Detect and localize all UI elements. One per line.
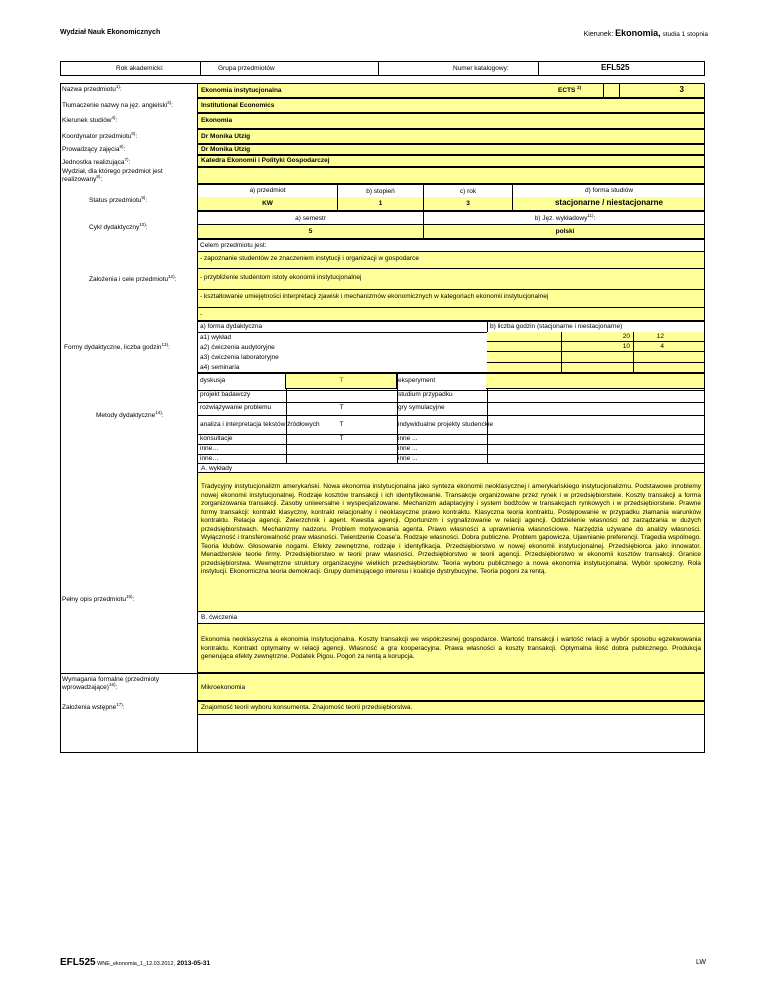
forms-hours-s: 20 [622,333,630,340]
method-item: projekt badawczy [200,391,251,398]
requirements-label: Wymagania formalne (przedmioty wprowadzające)$^{16)}$: [62,676,160,691]
method-item: gry symulacyjne [398,404,445,411]
aims-item-4: - [197,308,705,321]
method-item: inne… [200,445,219,452]
method-item: studium przypadku [398,391,453,398]
page-footer [60,957,210,968]
status-v-year: 3 [466,200,470,207]
description-a-text: Tradycyjny instytucjonalizm amerykański. Nowa ekonomia instytucjonalna jako synteza ekonomii neoklasycznej i amerykańskiego instytucjonalizmu. Podstawowe problemy nowej ekonomii instytucjonalnej. Rodzaje kosztów transakcji i ich identyfikowanie. Transakcje organizowane przez rynek i w przedsiębiorstwie. Koszty transakcji a forma zorganizowania transakcji. Zasoby uniwersalne i wyspecjalizowane. Mechanizm adaptacyjny i system bodźców w transakcjach rynkowych i w przedsiębiorstwie. Prawne formy transakcji: kontrakt klasyczny, kontrakt relacjonalny i neoklasyczne prawo kontraktu. Klasyczna teoria kontraktu. Postępowanie w przypadku złamania warunków kontraktu. Relacja agencji. Zwierzchnik i agent. Kwestia agencji. Oportunizm i sygnalizowanie w relacji agencji. Oddzielenie własności od zarządzania w dużych przedsiębiorstwach. Mechanizmy nadzoru. Problem motywowania agenta. Prawo własności a uprawnienia własnościowe. Narzędzia używane do analizy własności. Wyłączność i transferowalność praw własności. Twierdzenie Coase'a. Rodzaje własności. Dobra publiczne. Problem gapowicza. Ujawnianie preferencji. Tragedia wspólnego. Teoria klubów. Głosowanie nogami. Efekty zewnętrzne, rodzaje i identyfikacja. Przedsiębiorstwo w nowej ekonomii instytucjonalnej. Przedsiębiorca jako innowator. Menadżerskie teorie firmy. Przedsiębiorstwo w teorii praw własności. Przedsiębiorstwo w teorii agencji. Przedsiębiorstwo w ekonomii kosztów transakcji. Granice przedsiębiorstwa. Wewnętrzne struktury organizacyjne wielkich przedsiębiorstw. Teoria wyboru publicznego a nowa ekonomia instytucjonalna. Wybór społeczny. Rola instytucji. Ekonomiczna teoria demokracji. Grupy dominującego interesu i koalicje dystrybucyjne. Teoria pogoni za rentą. [201,483,701,575]
method-item: inne… [200,455,219,462]
method-item: analiza i interpretacja tekstów źródłowych [200,421,320,428]
prerequisites-cell [197,701,705,715]
direction-header [584,28,708,38]
method-item: eksperyment [398,377,436,384]
cycle-head [197,211,705,225]
ects-value-cell [619,83,705,98]
unit-label: Jednostka realizująca$^{7)}$: [62,156,131,166]
forms-h-hours: b) liczba godzin (stacjonarne i niestacjonarne) [490,323,623,330]
description-b-title-cell [197,612,705,624]
status-values [197,197,705,211]
cycle-h-language: b) Jęz. wykładowy$^{11)}$: [534,212,596,222]
faculty-header: Wydział Nauk Ekonomicznych [60,29,161,36]
dept-label: Wydział, dla którego przedmiot jest realizowany$^{8)}$: [62,168,163,183]
name-value-cell [197,83,620,98]
status-label: Status przedmiotu$^{9)}$: [89,194,148,204]
name-label: Nazwa przedmiotu$^{1)}$: [62,83,122,93]
group-label: Grupa przedmiotów [218,65,275,72]
method-mark: T [339,404,344,411]
method-mark: T [339,421,344,428]
prerequisites-value: Znajomość teorii wyboru konsumenta. Znajomość teorii przedsiębiorstwa. [201,704,413,711]
method-item: konsultacje [200,435,233,442]
unit-value: Katedra Ekonomii i Polityki Gospodarczej [201,157,330,164]
method-mark: T [339,435,344,442]
aims-intro: Celem przedmiotu jest: [200,242,267,249]
footer-file: WNE_ekonomia_1_12.03.2012, [95,961,176,967]
coordinator-cell [197,129,705,144]
catalog-label: Numer katalogowy: [453,65,509,72]
status-h-year: c) rok [459,188,477,195]
translation-label: Tłumaczenie nazwy na jęz. angielski$^{3)}$: [62,99,173,109]
status-h-form: d) forma studiów [584,187,634,194]
footer-date: 2013-05-31 [175,960,211,967]
ects-value: 3 [679,85,684,94]
status-h-subject: a) przedmiot [249,187,286,194]
description-a-title-cell [197,463,705,473]
cycle-v-semester: 5 [308,228,313,235]
forms-hours-n: 12 [656,333,664,340]
method-item: rozwiązywanie problemu [200,404,272,411]
forms-row-name: a1) wykład [200,334,232,341]
coordinator-value: Dr Monika Utzig [201,133,251,140]
method-item: inne ... [398,455,418,462]
forms-label: Formy dydaktyczne, liczba godzin$^{13)}$: [64,341,170,351]
footer-initials: LW [696,959,706,966]
aims-label: Założenia i cele przedmiotu$^{12)}$: [89,273,177,283]
status-v-form: stacjonarne / niestacjonarne [554,198,664,207]
direction-suffix: studia 1 stopnia [660,31,708,38]
cycle-v-language: polski [555,228,575,235]
prerequisites-label: Założenia wstępne$^{17)}$: [62,701,125,711]
requirements-cell [197,673,705,701]
year-label: Rok akademicki: [116,65,164,72]
unit-cell [197,155,705,167]
forms-row-name: a2) ćwiczenia audytoryjne [200,344,275,351]
methods-label: Metody dydaktyczne$^{14)}$: [96,409,164,419]
forms-hours-n: 4 [660,343,664,350]
description-label: Pełny opis przedmiotu$^{15)}$: [62,593,135,603]
ects-label: ECTS $^{2)}$ [558,84,582,94]
field-cell [197,113,705,129]
cycle-values [197,225,705,239]
description-b-title: B. ćwiczenia [201,614,238,621]
description-a-title: A. wykłady [201,465,233,472]
methods-right-fill [486,373,705,389]
coordinator-label: Koordynator przedmiotu$^{5)}$: [62,130,138,140]
teacher-value: Dr Monika Utzig [201,146,251,153]
aims-item-2: - przybliżenie studentom istoty ekonomii instytucjonalnej [197,269,705,290]
method-item: dyskusja [200,377,226,384]
forms-hours-s: 10 [622,343,630,350]
direction-prefix: Kierunek: [583,31,616,38]
footer-code: EFL525 [60,957,96,968]
forms-row-name: a3) ćwiczenia laboratoryjne [200,354,279,361]
translation-cell [197,98,705,113]
translation-value: Institutional Economics [201,102,275,109]
aims-intro-cell [197,239,705,252]
status-h-degree: b) stopień [366,188,395,195]
cycle-h-semester: a) semestr [295,215,326,222]
teacher-cell [197,144,705,155]
forms-hours-fill [487,332,705,373]
description-b-cell [197,624,705,673]
direction-name: Ekonomia, [615,28,661,38]
top-row [60,61,705,76]
method-item: indywidualne projekty studenckie [398,421,494,428]
method-item: inne ... [398,435,418,442]
teacher-label: Prowadzący zajęcia$^{6)}$: [62,143,126,153]
catalog-value: EFL525 [601,63,630,72]
status-v-degree: 1 [378,200,383,207]
forms-row-name: a4) seminaria [200,364,240,371]
cycle-label: Cykl dydaktyczny$^{10)}$: [89,221,148,231]
dept-cell [197,167,705,184]
description-a-cell [197,473,705,612]
description-b-text: Ekonomia neoklasyczna a ekonomia instytucjonalna. Koszty transakcji we współczesnej gospodarce. Wartość transakcji i wartość relacji a wybór sposobu egzekwowania kontraktu. Kontrakt optymalny w relacji agencji. Własność a gra kooperacyjna. Prawa własności a koszty transakcji. Optymalna ilość dobra publicznego. Produkcja generująca efekty zewnętrzne. Podatek Pigou. Pogoń za rentą a korupcja. [201,636,701,660]
forms-h-form: a) forma dydaktyczna [200,323,263,330]
method-mark: T [339,377,344,384]
status-v-subject: KW [262,200,273,207]
name-value: Ekonomia instytucjonalna [201,87,282,94]
requirements-value: Mikroekonomia [201,684,246,691]
aims-item-1: - zapoznanie studentów ze znaczeniem instytucji i organizacji w gospodarce [197,252,705,269]
field-label: Kierunek studiów$^{4)}$: [62,114,118,124]
method-item: inne ... [398,445,418,452]
aims-item-3: - kształtowanie umiejętności interpretacji zjawisk i mechanizmów ekonomicznych w kategoriach ekonomii instytucjonalnej [197,290,705,308]
field-value: Ekonomia [201,117,233,124]
